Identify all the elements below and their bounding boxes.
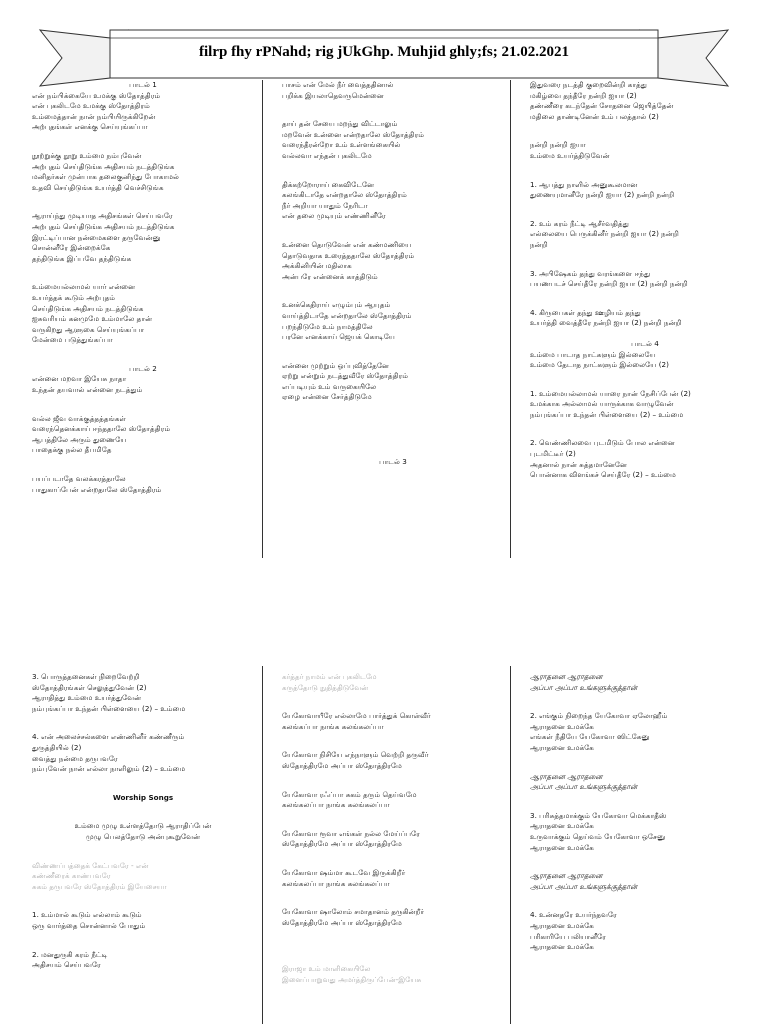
song-heading: பாடல் 2 (129, 363, 157, 373)
lyric-line: அக்கினியின் மதிலாக (282, 261, 352, 271)
lyric-line: உருவாக்கும் தெய்வம் யேகோவா ஒசேனு (530, 831, 666, 841)
stanza-gap (530, 162, 760, 180)
lyric-line: ஆபத்திலே அரும் துணையே (32, 434, 127, 444)
lyric-line: ஆராதனை ஆராதனை (530, 771, 603, 781)
page-title: filrp fhy rPNahd; rig jUkGhp. Muhjid ghly;fs; 21.02.2021 (198, 44, 570, 60)
lyric-line: ஐசுவரியம் கனமுமே உம்மாலே தான் (32, 314, 153, 324)
lyric-line: என் தலை முடியும் எண்ணினீரே (282, 211, 386, 221)
stanza-gap (282, 282, 504, 300)
lyric-line: அதனால் நான் சுத்தமானேனே (530, 459, 628, 469)
lyric-line: உன்னை தொடுவேன் என் கண்மணியை (282, 239, 412, 249)
lyric-line: என்னை முற்றும் ஒப்புவித்தேனே (282, 360, 390, 370)
lyric-line: பயணபடச் செய்தீரே நன்றி ஐயா (2) நன்றி நன்றி (530, 279, 688, 289)
lyric-line: யேகோவா ரஃப்பா சுகம் தரும் தெய்வமே (282, 789, 417, 799)
lyric-line: பயப்படாதே வலக்கரத்தாலே (32, 474, 126, 484)
lyric-line: இதுவரை நடத்தி குறைவின்றி காத்து (530, 80, 648, 89)
lyric-line: மறவேன் உன்னை என்றதாலே ஸ்தோத்திரம் (282, 129, 425, 139)
lyric-line: யேகோவா ஷாலோம் சமாதானம் தருகின்றீர் (282, 907, 425, 917)
lyric-line: முழு பெலத்தோடு அன்புகூறுவேன் (85, 831, 201, 841)
lyric-line: தண்ணீரை கடந்தேன் சோதனை ஜெயித்தேன் (530, 101, 674, 111)
column-divider (262, 666, 263, 1024)
stanza-gap (282, 811, 504, 829)
lyric-line: நீர் அறியா யாதும் நேரிடா (282, 200, 368, 210)
stanza-gap (282, 946, 504, 964)
lyric-line: உம்மை தேடாத நாட்களும் இல்லையே (2) (530, 360, 669, 370)
stanza-gap (32, 775, 254, 793)
lyric-line: சுகம் தருபவரே ஸ்தோத்திரம் இயேசையா (32, 881, 167, 891)
lyric-line: சொன்னீரே இன்றைக்கே (32, 243, 111, 253)
lyric-line: 4. உன்னதரே உயர்ந்தவரே (530, 910, 617, 920)
lyric-line: 2. மனதுருகி கரம் நீட்டி (32, 949, 108, 959)
stanza-gap (530, 420, 760, 438)
song-heading: பாடல் 4 (631, 338, 659, 348)
lyrics-column-2 (282, 80, 504, 468)
stanza-gap (32, 714, 254, 732)
lyric-line: உம்மை உயர்த்திடுவேன் (530, 150, 610, 160)
stanza-gap (530, 201, 760, 219)
stanza-gap (530, 371, 760, 389)
lyric-line: கலங்கலப்பா நாங்க கலங்கலப்பா (282, 800, 390, 810)
column-divider (510, 80, 511, 558)
stanza-gap (282, 928, 504, 946)
lyric-line: விண்ணப்பத்தைக் கேட்பவரே - என் (32, 860, 149, 870)
lyrics-column-4 (32, 672, 254, 971)
lyric-line: ஸ்தோத்திரமே அப்பா ஸ்தோத்திரமே (282, 917, 402, 927)
stanza-gap (530, 853, 760, 871)
lyric-line: இளைப்பாறுவது அமர்த்திருப்பேன்-இயேசு (282, 974, 422, 984)
stanza-gap (282, 693, 504, 711)
stanza-gap (282, 421, 504, 439)
lyric-line: 1. உம்மையல்லாமல் யாரை நான் நேசிப்பேன் (2) (530, 388, 691, 398)
lyric-line: யேகோவா நிசியே எந்நாளும் வெற்றி தருவீர் (282, 750, 429, 760)
lyric-line: வரைந்தீரன்றோ உம் உள்ளங்கையில் (282, 140, 401, 150)
stanza-gap (282, 772, 504, 790)
stanza-gap (282, 850, 504, 868)
lyric-line: 4. கிருபைகள் தந்து ஊழியம் தந்து (530, 307, 641, 317)
lyric-line: வல்ல ஜீவ வாக்குத்தத்தங்கள் (32, 413, 126, 423)
stanza-gap (530, 251, 760, 269)
lyric-line: ஆராதனை உமக்கே (530, 742, 594, 752)
lyric-line: எல்லையை பெருக்கினீர் நன்றி ஐயா (2) நன்றி (530, 229, 679, 239)
stanza-gap (32, 456, 254, 474)
lyric-line: ஆராய்ந்து முடியாத அதிசங்கள் செய்பவரே (32, 211, 173, 221)
lyric-line: நன்றி நன்றி ஐயா (530, 140, 586, 150)
lyric-line: ஆராதனை உமக்கே (530, 821, 594, 831)
lyric-line: உதவி செய்திடுங்க உயர்த்தி வெச்சிடுங்க (32, 182, 164, 192)
lyrics-column-6 (530, 672, 760, 953)
lyric-line: ஸ்தோத்திரங்கள் செலுத்துவேன் (2) (32, 682, 147, 692)
stanza-gap (32, 264, 254, 282)
lyric-line: வைத்து நன்மை தருபவரே (32, 753, 118, 763)
lyric-line: 3. பொருத்தனைகள் நிறைவேற்றி (32, 672, 140, 681)
lyric-line: ஆராதனை உமக்கே (530, 942, 594, 952)
stanza-gap (530, 329, 760, 339)
lyric-line: பொன்னாக விளங்கச் செய்தீரே (2) – உம்மை (530, 470, 676, 480)
lyric-line: ஏற்று என்றும் நடத்துவீரே ஸ்தோத்திரம் (282, 371, 408, 381)
stanza-gap (32, 803, 254, 821)
lyric-line: ஆராதனை உமக்கே (530, 920, 594, 930)
lyric-line: 1. ஆபத்து நாளில் அனுகூலமான (530, 179, 638, 189)
stanza-gap (32, 396, 254, 414)
lyric-line: என் நம்பிக்கையே உமக்கு ஸ்தோத்திரம் (32, 90, 161, 100)
stanza-gap (530, 892, 760, 910)
lyric-line: வருகிறது ஆளுகை செய்யுங்கப்பா (32, 324, 145, 334)
stanza-gap (282, 403, 504, 421)
lyric-line: அதிசயம் செய்பவரே (32, 960, 101, 970)
stanza-gap (530, 754, 760, 772)
lyric-line: நூற்றுக்கு நூறு உம்மை நம்புவேன் (32, 150, 142, 160)
lyric-line: அப்பா அப்பா உங்களுக்குத்தான் (530, 881, 638, 891)
stanza-gap (282, 889, 504, 907)
lyric-line: வரைந்தெனக்காய் ஈந்ததாலே ஸ்தோத்திரம் (32, 424, 171, 434)
lyric-line: பாதுகாப்பேன் என்றதாலே ஸ்தோத்திரம் (32, 484, 162, 494)
lyrics-column-1 (32, 80, 254, 495)
lyric-line: கலங்கப்பா நாங்க கலங்கலப்பா (282, 721, 384, 731)
lyric-line: ஆராதனை உமக்கே (530, 721, 594, 731)
lyric-line: யேகோவாயீரே எல்லாமே பார்த்துக் கொள்வீர் (282, 711, 431, 721)
stanza-gap (282, 162, 504, 180)
stanza-gap (32, 346, 254, 364)
lyric-line: கண்ணீரைக் காண்பவரே (32, 871, 111, 881)
lyric-line: துருத்தியில் (2) (32, 742, 82, 752)
lyric-line: எப்படியும் உம் வருகையிலே (282, 381, 377, 391)
stanza-gap (32, 932, 254, 950)
lyric-line: பாசம் என் மேல் நீர் வைத்ததினால் (282, 80, 394, 89)
lyric-line: உயர்த்தி வைத்தீரே நன்றி ஐயா (2) நன்றி நன்றி (530, 318, 682, 328)
stanza-gap (282, 343, 504, 361)
stanza-gap (282, 101, 504, 119)
lyric-line: மனிதர்கள் முன்பாக தலைகுனிந்து போகாமல் (32, 172, 179, 182)
stanza-gap (530, 693, 760, 711)
lyric-line: பரனே எனக்காய் ஜெயக் கொடியே (282, 332, 395, 342)
lyric-line: அற்புதம் செய்திடுங்க அதிசயம் நடத்திடுங்க (32, 161, 175, 171)
lyric-line: தாய் தன் சேயை மறந்து விட்டாலும் (282, 119, 398, 129)
lyric-line: தொடுவதாக உரைத்ததாலே ஸ்தோத்திரம் (282, 250, 415, 260)
lyric-line: உம்மையல்லாமல் யார் என்னை (32, 282, 136, 292)
lyric-line: இராஜா உம் மாளிகையிலே (282, 964, 371, 974)
lyric-line: நம்புங்கப்பா உந்தன் பிள்ளையை (2) – உம்மை (530, 409, 684, 419)
lyric-line: ஏழை என்னை சேர்த்திடுமே (282, 392, 372, 402)
lyric-line: உனக்கெதிராய் எழும்பும் ஆயுதம் (282, 300, 391, 310)
lyric-line: நம்புங்கப்பா உந்தன் பிள்ளையை (2) – உம்மை (32, 703, 186, 713)
lyric-line: 2. எங்கும் நிறைந்த யேகோவா ஏலோஹீம் (530, 711, 668, 721)
song-heading: Worship Songs (112, 792, 174, 802)
lyric-line: இரட்டிப்பான நன்மைகளை தருவேன்னு (32, 232, 161, 242)
lyric-line: மதிலை தாண்டினேன் உம் பலத்தால் (2) (530, 111, 659, 121)
lyric-line: தந்திடுங்க இப்பவே தந்திடுங்க (32, 253, 132, 263)
lyric-line: கலங்கிடாதே என்றதாலே ஸ்தோத்திரம் (282, 190, 407, 200)
lyric-line: 2. உம் கரம் நீட்டி ஆசீர்வதித்து (530, 218, 629, 228)
lyric-line: 3. அபிஷேகம் தந்து வரங்களை ஈந்து (530, 268, 651, 278)
song-heading: பாடல் 1 (129, 80, 157, 89)
lyric-line: செய்திடுங்க அதிசயம் நடத்திடுங்க (32, 303, 144, 313)
lyric-line: பாதைக்கு நல்ல தீபமிதே (32, 445, 112, 455)
lyric-line: 2. வெண்ணிலவை புடமிடும் போல என்னை (530, 438, 675, 448)
lyric-line: உயர்த்தக் கூடும் அற்புதம் (32, 292, 116, 302)
lyric-line: ஆராதனை ஆராதனை (530, 672, 603, 681)
lyric-line: என் புகலிடமே உமக்கு ஸ்தோத்திரம் (32, 101, 150, 111)
lyric-line: 4. என் அலைச்சல்களை எண்ணினீர் கண்ணீரும் (32, 732, 185, 742)
lyric-line: அற்புதம் செய்திடுங்க அதிசயம் நடத்திடுங்க (32, 221, 175, 231)
lyric-line: அன்பரே என்னைக் காத்திடும் (282, 271, 378, 281)
lyric-line: நன்றி (530, 239, 548, 249)
lyric-line: என்னை மறவா இயேசு நாதா (32, 374, 127, 384)
stanza-gap (32, 843, 254, 861)
stanza-gap (530, 793, 760, 811)
lyric-line: உந்தன் தயவால் என்னை நடத்தும் (32, 385, 143, 395)
lyric-line: மகிழ்வை தந்தீரே நன்றி ஐயா (2) (530, 90, 637, 100)
stanza-gap (282, 222, 504, 240)
stanza-gap (530, 290, 760, 308)
lyric-line: பறிக்க இயலாதெவருமென்னை (282, 90, 384, 100)
stanza-gap (282, 439, 504, 457)
lyric-line: பரிகாரியே பலியானீரே (530, 931, 606, 941)
lyric-line: அற்புதங்கள் எனக்கு செய்யுங்கப்பா (32, 122, 148, 132)
lyric-line: ஆராதனை உமக்கே (530, 842, 594, 852)
lyric-line: கர்த்தர் நாமம் என் புகலிடமே (282, 672, 377, 681)
lyric-line: அப்பா அப்பா உங்களுக்குத்தான் (530, 682, 638, 692)
column-divider (510, 666, 511, 1024)
lyric-line: உம்மை முழு உள்ளத்தோடு ஆராதிப்பேன் (74, 821, 212, 831)
lyric-line: அப்பா அப்பா உங்களுக்குத்தான் (530, 782, 638, 792)
stanza-gap (32, 892, 254, 910)
lyric-line: ஒரு வார்த்தை சொன்னால் போதும் (32, 920, 146, 930)
lyric-line: உம்மைத்தான் நான் நம்பியிருக்கிறேன் (32, 111, 156, 121)
lyric-line: திக்கற்றோராய் கைவிடேனே (282, 179, 375, 189)
lyric-line: வல்லவா எந்தன் புகலிடமே (282, 150, 372, 160)
lyric-line: மேன்மை படுத்துங்கப்பா (32, 335, 113, 345)
stanza-gap (530, 122, 760, 140)
lyric-line: உமக்காக அல்லாமல் யாருக்காக வாழுவேன் (530, 399, 674, 409)
stanza-gap (32, 133, 254, 151)
lyric-line: துணையுமானீரே நன்றி ஐயா (2) நன்றி நன்றி (530, 190, 675, 200)
column-divider (262, 80, 263, 558)
lyrics-column-5 (282, 672, 504, 986)
lyric-line: கலங்கலப்பா நாங்க கலங்கலப்பா (282, 878, 390, 888)
lyric-line: ஸ்தோத்திரமே அப்பா ஸ்தோத்திரமே (282, 839, 402, 849)
stanza-gap (32, 193, 254, 211)
lyric-line: யேகோவா ஷம்மா கூடவே இருக்கிறீர் (282, 867, 406, 877)
lyric-line: ஆராதனை ஆராதனை (530, 871, 603, 881)
stanza-gap (282, 732, 504, 750)
lyric-line: புடமிட்டீர் (2) (530, 449, 576, 459)
lyric-line: பறந்திடுமே உம் நாமத்திலே (282, 321, 373, 331)
lyrics-column-3 (530, 80, 760, 481)
lyric-line: கருத்தோடு நுதித்திடுவேன் (282, 682, 369, 692)
lyric-line: நம்புவேன் நான் எல்லா நாளிலும் (2) – உம்மை (32, 764, 186, 774)
lyric-line: வாய்த்திடாதே என்றதாலே ஸ்தோத்திரம் (282, 310, 412, 320)
lyric-line: 1. உம்மால் கூடும் எல்லாம் கூடும் (32, 910, 142, 920)
lyric-line: உம்மை பாடாத நாட்களும் இல்லையே (530, 349, 656, 359)
lyric-line: 3. பரிசுத்தமாக்கும் யேகோவா மெக்காதீஸ் (530, 810, 667, 820)
lyric-line: ஸ்தோத்திரமே அப்பா ஸ்தோத்திரமே (282, 760, 402, 770)
lyric-line: யேகோவா ரூவா எங்கள் நல்ல மேய்ப்பரே (282, 828, 420, 838)
lyric-line: எங்கள் நீதியே யேகோவா ஸிட்கேனு (530, 732, 650, 742)
lyric-line: ஆராதித்து உம்மை உயர்த்துவேன் (32, 693, 142, 703)
song-heading: பாடல் 3 (379, 457, 407, 467)
